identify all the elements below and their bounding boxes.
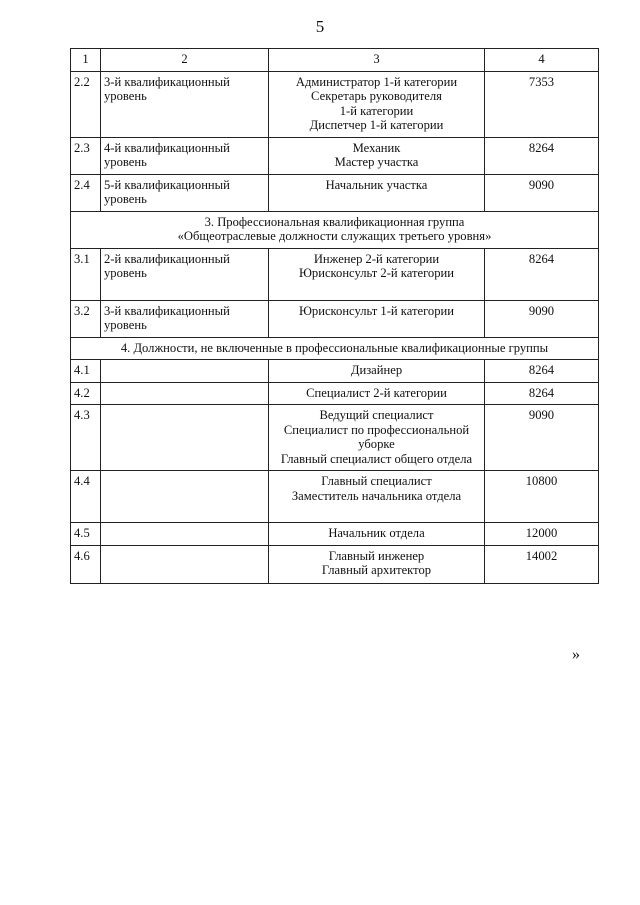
table-row bbox=[71, 248, 599, 300]
qualification-level bbox=[101, 523, 269, 546]
position-name: Ведущий специалист bbox=[319, 408, 434, 422]
table-row bbox=[71, 137, 599, 174]
salary-value: 12000 bbox=[485, 523, 599, 546]
position-names bbox=[269, 405, 485, 471]
row-number: 3.2 bbox=[71, 300, 101, 337]
position-name: Инженер 2-й категории bbox=[313, 251, 440, 266]
qualification-level bbox=[101, 360, 269, 383]
position-name: уборке bbox=[358, 437, 395, 451]
salary-table bbox=[70, 48, 599, 584]
header-col-2: 2 bbox=[101, 49, 269, 72]
section-title bbox=[71, 211, 599, 248]
table-row bbox=[71, 300, 599, 337]
position-names bbox=[269, 360, 485, 383]
row-number: 4.2 bbox=[71, 382, 101, 405]
section-header-row bbox=[71, 337, 599, 360]
salary-value: 8264 bbox=[485, 360, 599, 383]
position-name: 1-й категории bbox=[339, 103, 414, 118]
qualification-level: 3-й квалификационный уровень bbox=[101, 71, 269, 137]
table-row bbox=[71, 71, 599, 137]
header-col-1: 1 bbox=[71, 49, 101, 72]
row-number: 4.3 bbox=[71, 405, 101, 471]
salary-value: 9090 bbox=[485, 174, 599, 211]
qualification-level: 4-й квалификационный уровень bbox=[101, 137, 269, 174]
position-name: Дизайнер bbox=[350, 363, 403, 377]
position-name: Механик bbox=[352, 140, 401, 155]
position-names bbox=[269, 174, 485, 211]
position-names bbox=[269, 471, 485, 523]
page-number: 5 bbox=[315, 17, 325, 36]
section-title-line: «Общеотраслевые должности служащих третьего уровня» bbox=[177, 229, 492, 243]
row-number: 4.5 bbox=[71, 523, 101, 546]
table-row bbox=[71, 545, 599, 583]
salary-value: 9090 bbox=[485, 405, 599, 471]
header-col-3: 3 bbox=[269, 49, 485, 72]
salary-value: 8264 bbox=[485, 382, 599, 405]
position-name: Юрисконсульт 1-й категории bbox=[298, 303, 455, 318]
salary-value: 8264 bbox=[485, 137, 599, 174]
position-names bbox=[269, 248, 485, 300]
position-names bbox=[269, 137, 485, 174]
table-header-row bbox=[71, 49, 599, 72]
position-name: Главный инженер bbox=[328, 548, 425, 563]
qualification-level: 5-й квалификационный уровень bbox=[101, 174, 269, 211]
row-number: 2.3 bbox=[71, 137, 101, 174]
position-name: Главный архитектор bbox=[321, 563, 432, 577]
table-row bbox=[71, 174, 599, 211]
section-title bbox=[71, 337, 599, 360]
table-row bbox=[71, 523, 599, 546]
salary-table-body bbox=[71, 49, 599, 584]
header-col-4: 4 bbox=[485, 49, 599, 72]
position-name: Начальник отдела bbox=[328, 526, 425, 540]
table-row bbox=[71, 405, 599, 471]
position-name: Специалист 2-й категории bbox=[306, 385, 447, 400]
salary-value: 8264 bbox=[485, 248, 599, 300]
position-names bbox=[269, 71, 485, 137]
section-title-line: 3. Профессиональная квалификационная группа bbox=[204, 214, 465, 229]
position-names bbox=[269, 545, 485, 583]
row-number: 2.2 bbox=[71, 71, 101, 137]
position-names bbox=[269, 382, 485, 405]
row-number: 2.4 bbox=[71, 174, 101, 211]
row-number: 3.1 bbox=[71, 248, 101, 300]
salary-value: 9090 bbox=[485, 300, 599, 337]
qualification-level bbox=[101, 405, 269, 471]
salary-value: 10800 bbox=[485, 471, 599, 523]
position-name: Главный специалист bbox=[321, 474, 432, 488]
position-name: Администратор 1-й категории bbox=[295, 74, 458, 89]
position-name: Юрисконсульт 2-й категории bbox=[298, 266, 455, 280]
position-name: Главный специалист общего отдела bbox=[280, 451, 473, 466]
table-row bbox=[71, 360, 599, 383]
qualification-level bbox=[101, 382, 269, 405]
qualification-level: 2-й квалификационный уровень bbox=[101, 248, 269, 300]
position-names bbox=[269, 300, 485, 337]
position-name: Специалист по профессиональной bbox=[283, 422, 470, 437]
position-name: Заместитель начальника отдела bbox=[291, 488, 462, 503]
table-row bbox=[71, 382, 599, 405]
section-title-line: 4. Должности, не включенные в профессиональные квалификационные группы bbox=[120, 340, 549, 355]
position-name: Диспетчер 1-й категории bbox=[309, 118, 444, 132]
row-number: 4.4 bbox=[71, 471, 101, 523]
salary-value: 7353 bbox=[485, 71, 599, 137]
salary-value: 14002 bbox=[485, 545, 599, 583]
row-number: 4.6 bbox=[71, 545, 101, 583]
section-header-row bbox=[71, 211, 599, 248]
position-name: Начальник участка bbox=[325, 177, 428, 192]
qualification-level: 3-й квалификационный уровень bbox=[101, 300, 269, 337]
position-name: Мастер участка bbox=[334, 155, 419, 169]
position-name: Секретарь руководителя bbox=[311, 89, 442, 103]
position-names bbox=[269, 523, 485, 546]
qualification-level bbox=[101, 471, 269, 523]
row-number: 4.1 bbox=[71, 360, 101, 383]
closing-quote: » bbox=[572, 646, 580, 663]
qualification-level bbox=[101, 545, 269, 583]
table-row bbox=[71, 471, 599, 523]
